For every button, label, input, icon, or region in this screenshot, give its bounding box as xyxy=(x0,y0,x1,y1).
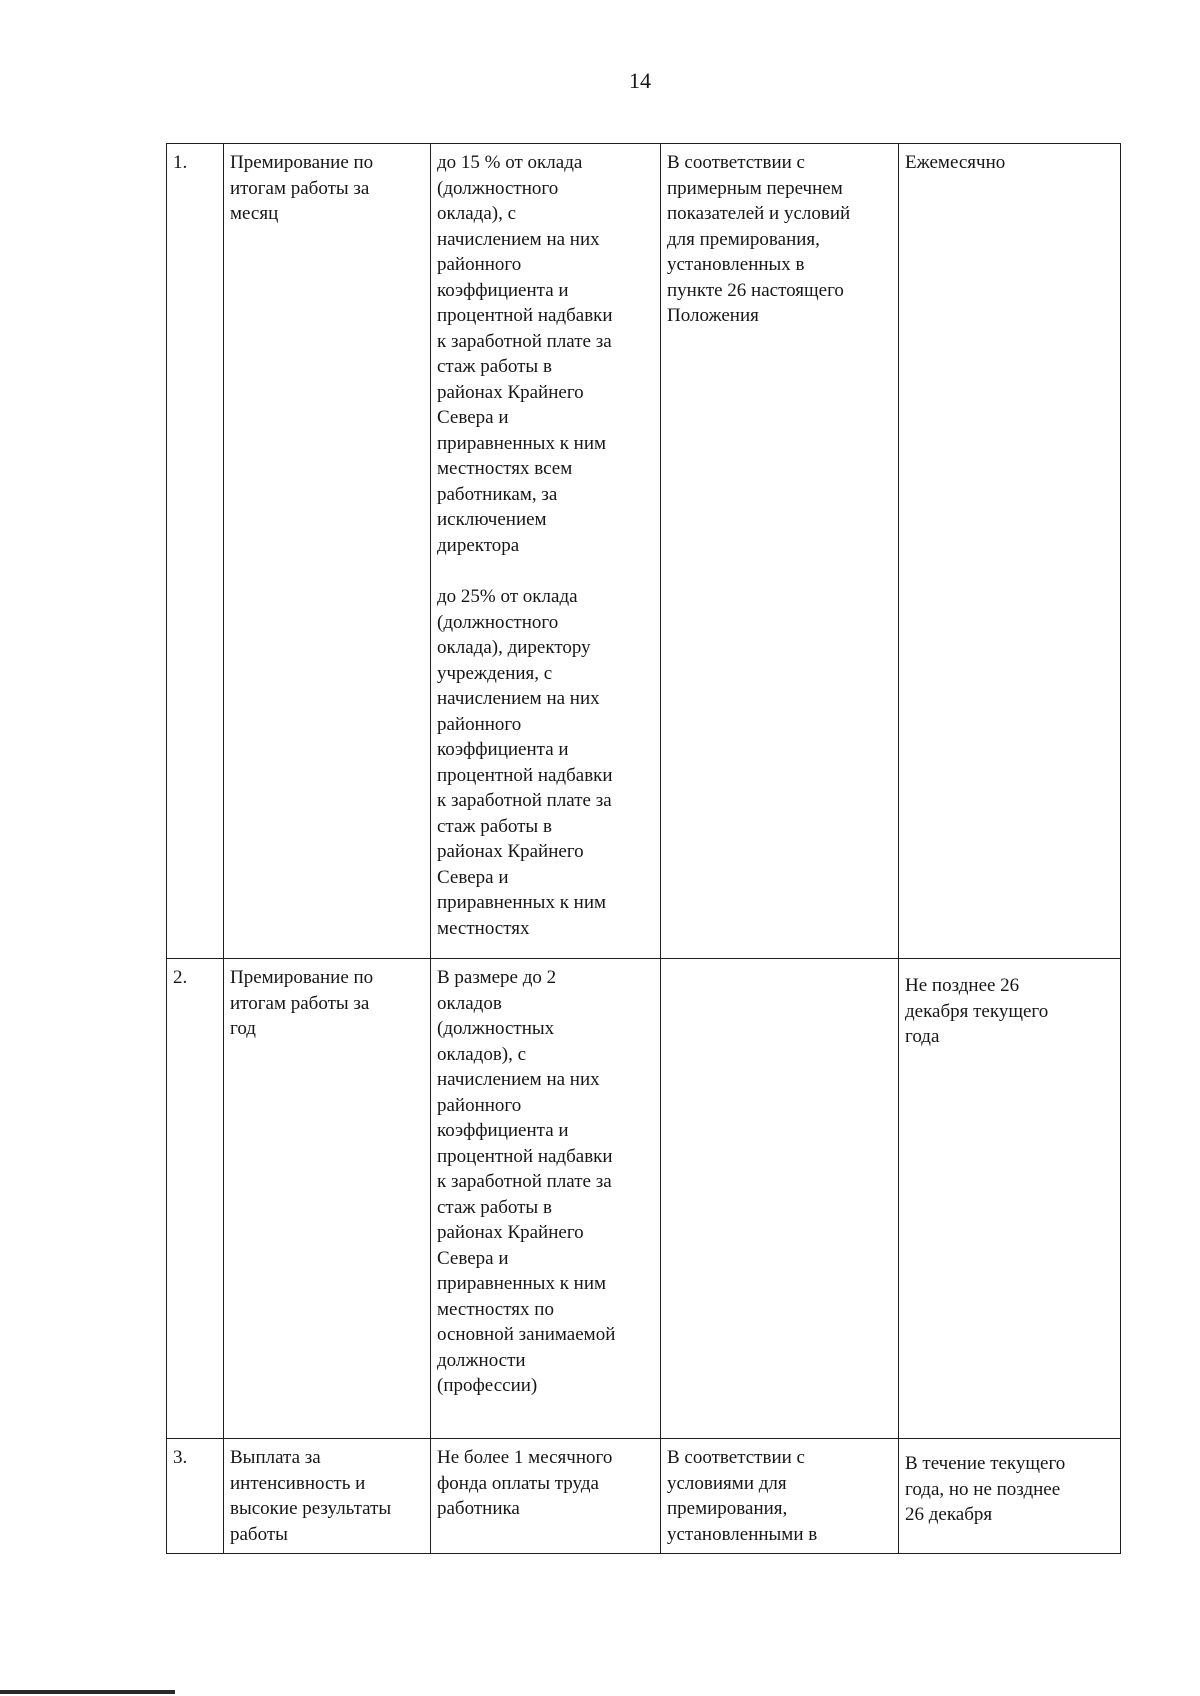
payment-conditions-cell: В соответствии с условиями для премирования, установленными в xyxy=(661,1439,899,1554)
row-number-cell: 3. xyxy=(167,1439,224,1554)
payment-size-director-text: до 25% от оклада (должностного оклада), директору учреждения, с начислением на них районного коэффициента и процентной надбавки к заработной плате за стаж работы в районах Крайнего Севера и приравненных к ним местностях xyxy=(437,586,613,939)
payment-name-cell: Выплата за интенсивность и высокие результаты работы xyxy=(224,1439,431,1554)
row-number-cell: 2. xyxy=(167,959,224,1439)
payment-term-cell: Не позднее 26 декабря текущего года xyxy=(899,959,1121,1439)
payment-term-cell: Ежемесячно xyxy=(899,144,1121,959)
payment-term-cell: В течение текущего года, но не позднее 26 декабря xyxy=(899,1439,1121,1554)
bonus-payments-table xyxy=(166,143,1121,1554)
table-row xyxy=(167,144,1121,959)
payment-name-cell: Премирование по итогам работы за месяц xyxy=(224,144,431,959)
payment-conditions-cell: В соответствии с примерным перечнем показателей и условий для премирования, установленных в пункте 26 настоящего Положения xyxy=(661,144,899,959)
payment-size-text: до 15 % от оклада (должностного оклада), с начислением на них районного коэффициента и процентной надбавки к заработной плате за стаж работы в районах Крайнего Севера и приравненных к ним местностях всем работникам, за исключением директора xyxy=(437,152,613,556)
payment-conditions-cell xyxy=(661,959,899,1439)
footer-rule xyxy=(0,1690,175,1694)
page-number: 14 xyxy=(629,68,651,93)
payment-size-cell: Не более 1 месячного фонда оплаты труда работника xyxy=(431,1439,661,1554)
payment-name-cell: Премирование по итогам работы за год xyxy=(224,959,431,1439)
table-row xyxy=(167,1439,1121,1554)
payment-size-cell: В размере до 2 окладов (должностных окладов), с начислением на них районного коэффициента и процентной надбавки к заработной плате за стаж работы в районах Крайнего Севера и приравненных к ним местностях по основной занимаемой должности (профессии) xyxy=(431,959,661,1439)
row-number-cell: 1. xyxy=(167,144,224,959)
table-row xyxy=(167,959,1121,1439)
payment-size-cell xyxy=(431,144,661,959)
